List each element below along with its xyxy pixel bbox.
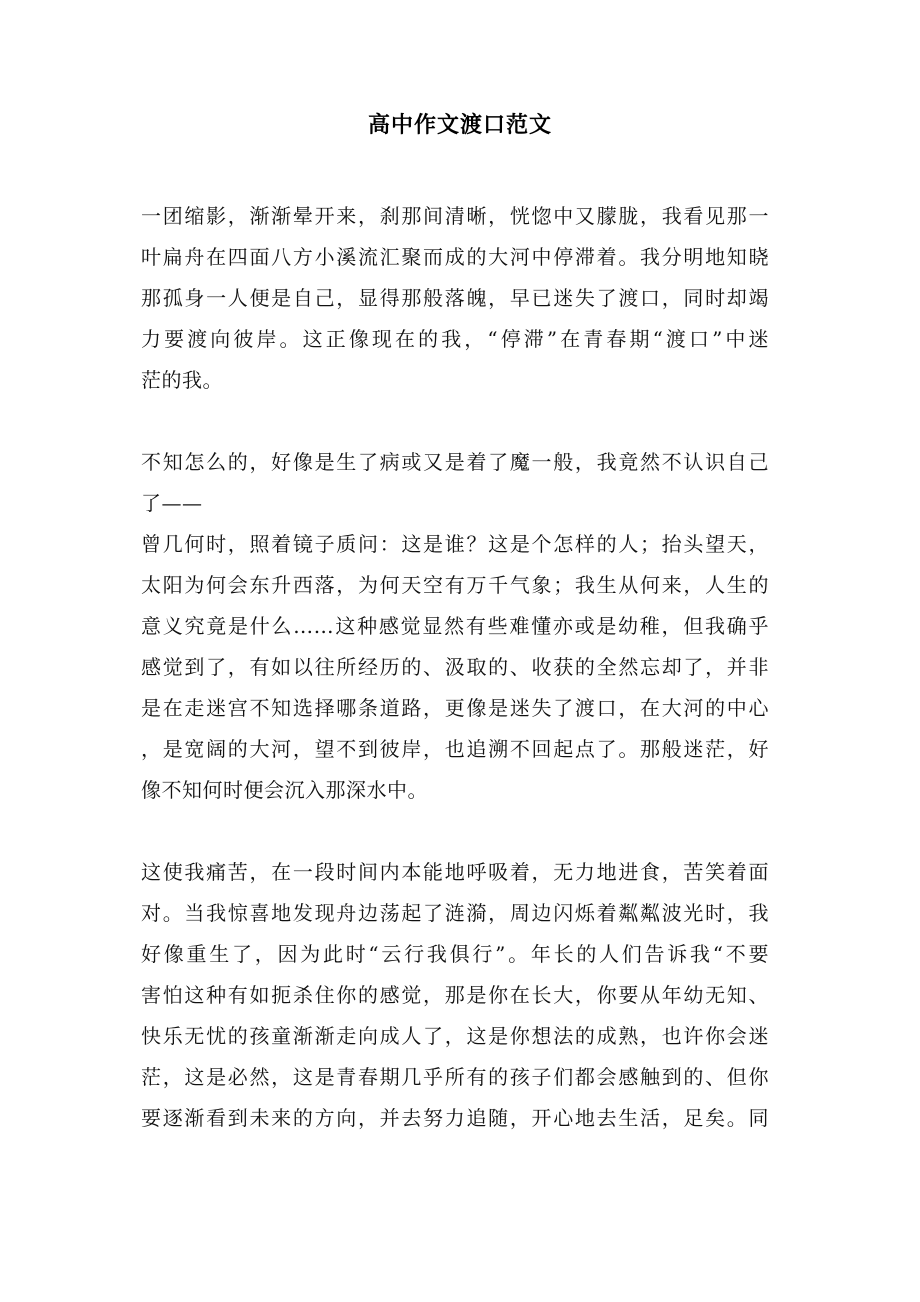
text-line: 快乐无忧的孩童渐渐走向成人了，这是你想法的成熟，也许你会迷 [141,1024,769,1048]
text-line: 好像重生了，因为此时“云行我俱行”。年长的人们告诉我“不要 [141,942,769,966]
paragraph [141,196,769,401]
text-line: 这使我痛苦，在一段时间内本能地呼吸着，无力地进食，苦笑着面 [141,860,769,884]
text-line: 一团缩影，渐渐晕开来，刹那间清晰，恍惚中又朦胧，我看见那一 [141,204,769,228]
paragraph-gap [141,811,769,852]
paragraph-gap [141,401,769,442]
text-line: 叶扁舟在四面八方小溪流汇聚而成的大河中停滞着。我分明地知晓 [141,245,769,269]
document-body [141,196,769,1139]
paragraph [141,524,769,811]
text-line: 感觉到了，有如以往所经历的、汲取的、收获的全然忘却了，并非 [141,655,769,679]
text-line: 曾几何时，照着镜子质问：这是谁？这是个怎样的人；抬头望天， [141,532,769,556]
text-line: 太阳为何会东升西落，为何天空有万千气象；我生从何来，人生的 [141,573,769,597]
paragraph [141,442,769,524]
paragraph [141,852,769,1139]
text-line: 要逐渐看到未来的方向，并去努力追随，开心地去生活，足矣。同 [141,1106,769,1130]
text-line: 是在走迷宫不知选择哪条道路，更像是迷失了渡口，在大河的中心 [141,696,769,720]
text-line: 茫的我。 [141,368,223,392]
text-line: 意义究竟是什么……这种感觉显然有些难懂亦或是幼稚，但我确乎 [141,614,769,638]
text-line: 对。当我惊喜地发现舟边荡起了涟漪，周边闪烁着粼粼波光时，我 [141,901,769,925]
text-line: 像不知何时便会沉入那深水中。 [141,778,428,802]
text-line: 茫，这是必然，这是青春期几乎所有的孩子们都会感触到的、但你 [141,1065,769,1089]
text-line: 了—— [141,491,203,515]
text-line: 那孤身一人便是自己，显得那般落魄，早已迷失了渡口，同时却竭 [141,286,769,310]
document-title: 高中作文渡口范文 [367,112,552,138]
text-line: 不知怎么的，好像是生了病或又是着了魔一般，我竟然不认识自己 [141,450,769,474]
text-line: 害怕这种有如扼杀住你的感觉，那是你在长大，你要从年幼无知、 [141,983,769,1007]
text-line: ，是宽阔的大河，望不到彼岸，也追溯不回起点了。那般迷茫，好 [141,737,769,761]
text-line: 力要渡向彼岸。这正像现在的我，“停滞”在青春期“渡口”中迷 [141,327,769,351]
